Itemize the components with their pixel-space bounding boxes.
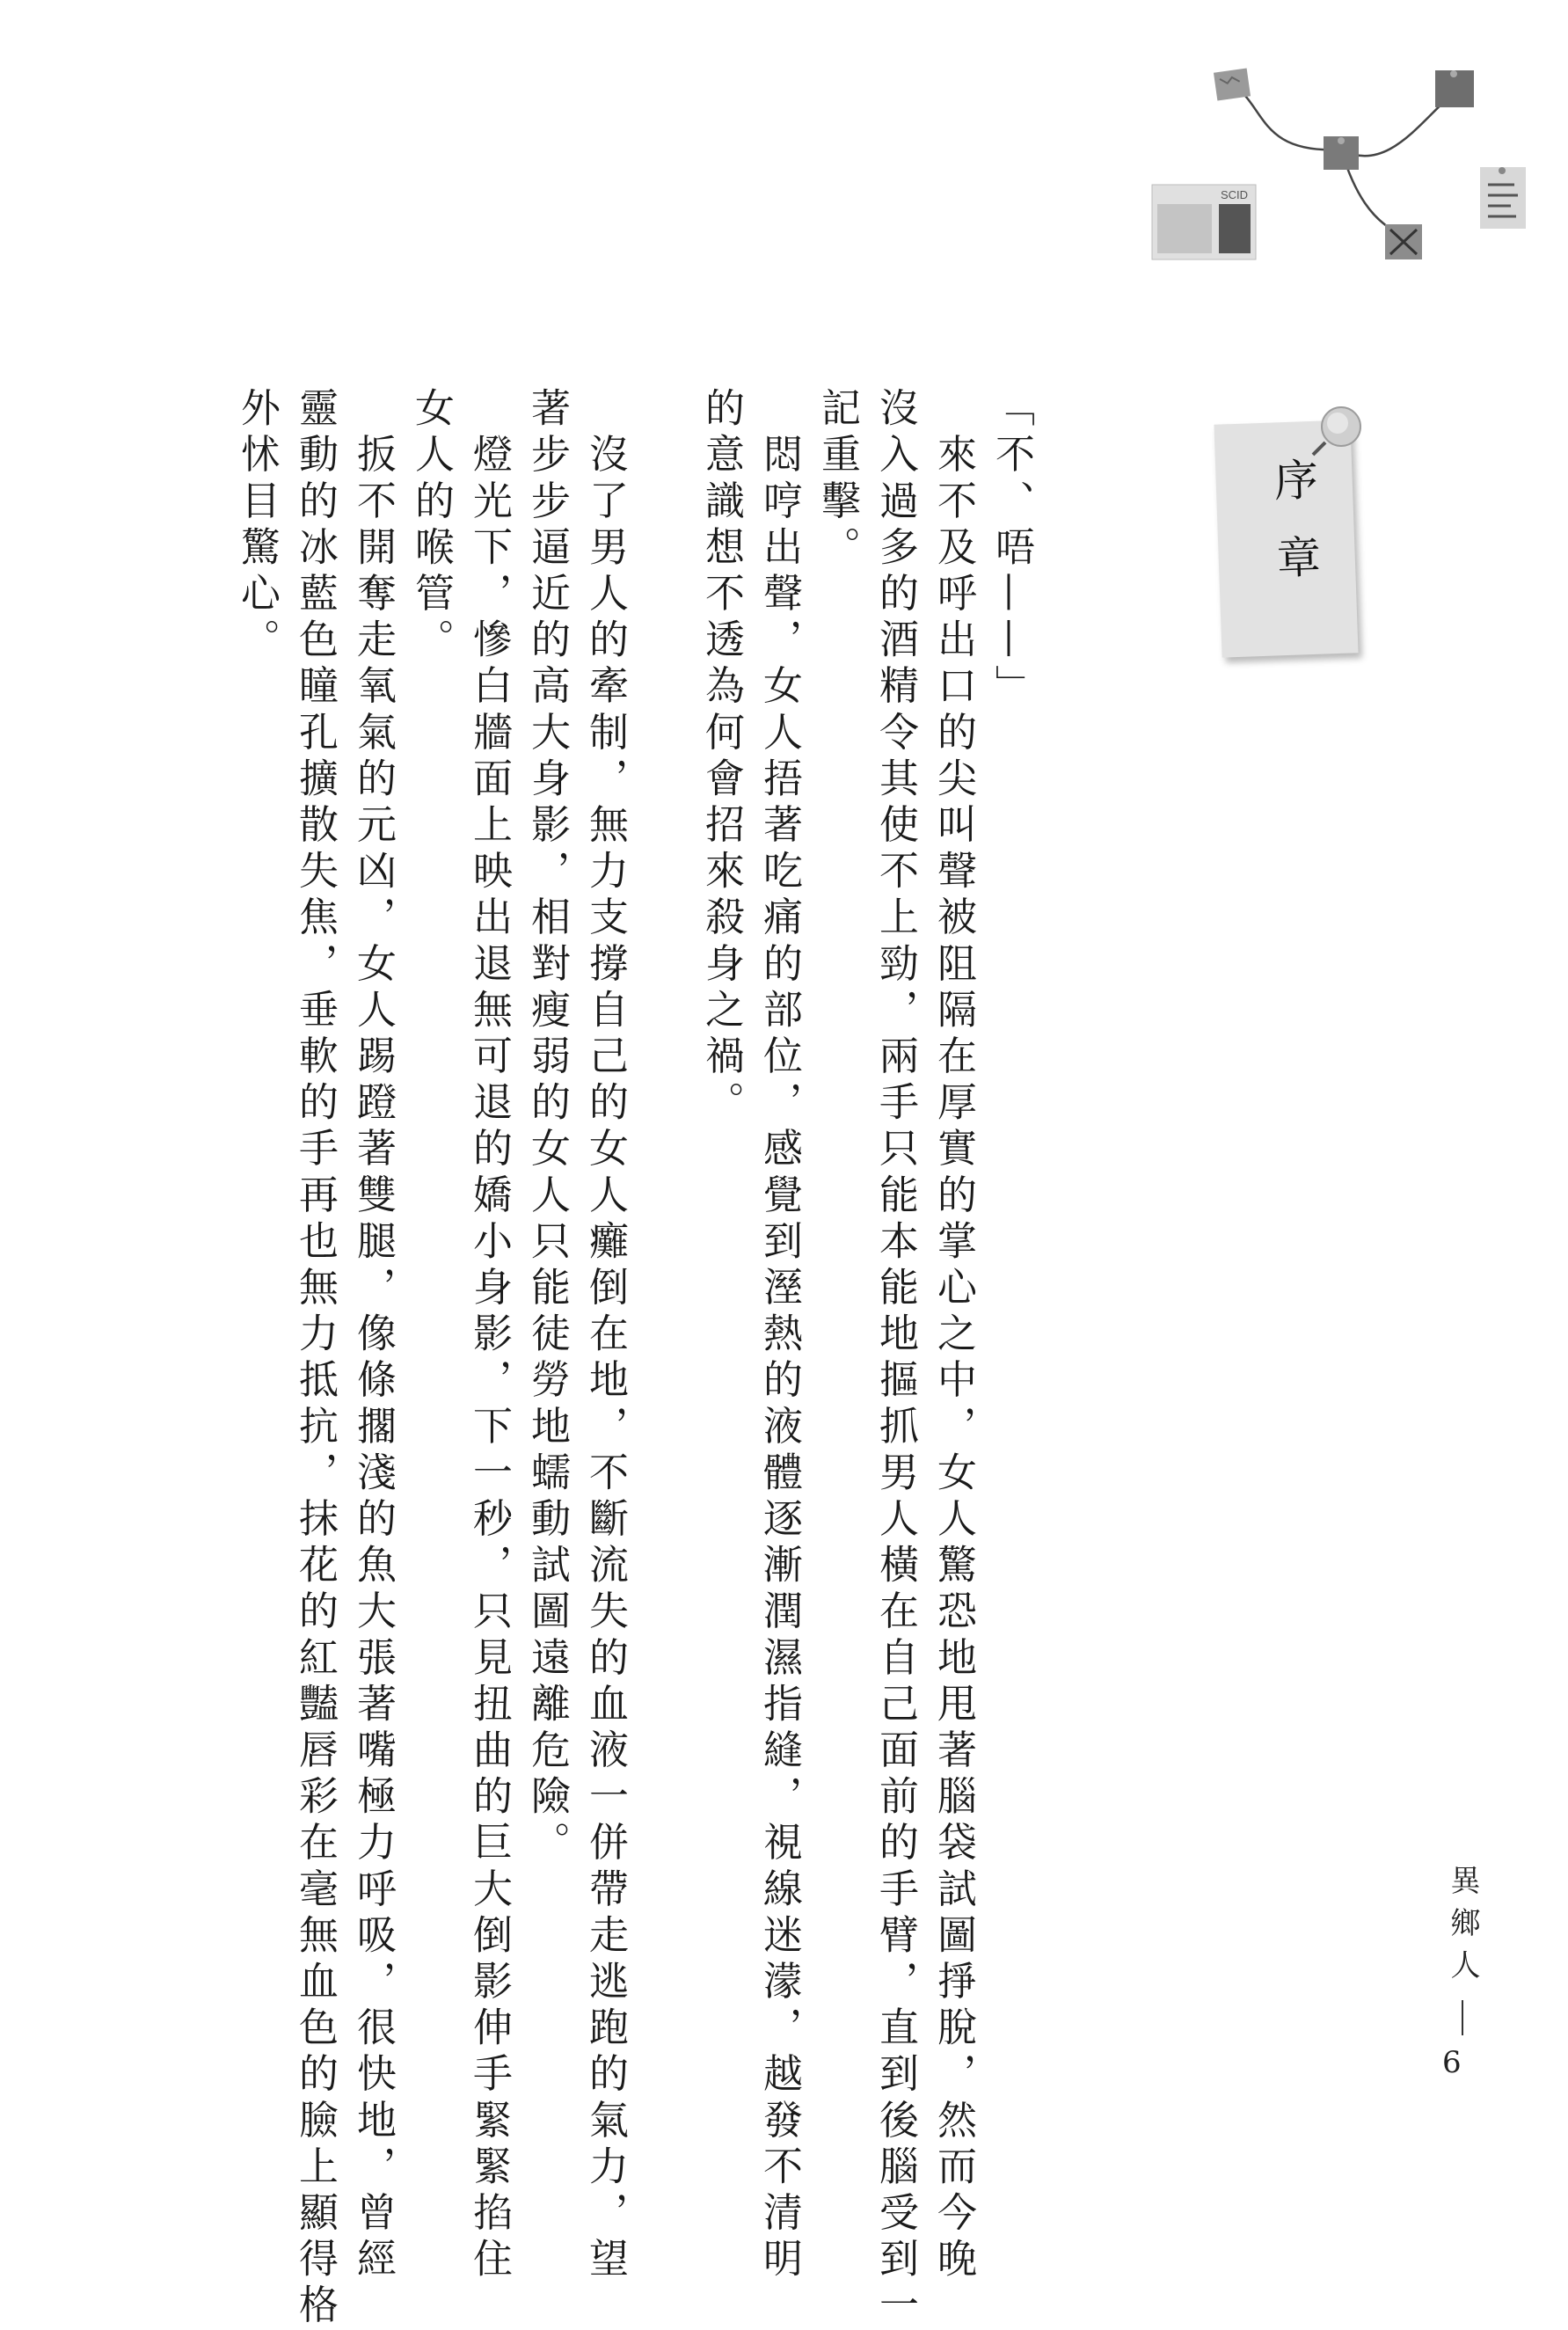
paragraph: 外怵目驚心。 [234,387,281,665]
notes-icon [1480,167,1526,229]
paragraph: 著步步逼近的高大身影，相對瘦弱的女人只能徒勞地蠕動試圖遠離危險。 [524,387,571,1868]
square-pin-icon [1324,70,1474,170]
document-icon [1152,185,1256,259]
x-mark-icon [1385,224,1422,259]
paragraph: 女人的喉管。 [408,387,455,665]
page-number: 6 [1442,2045,1462,2080]
paragraph: 悶哼出聲，女人捂著吃痛的部位，感覺到溼熱的液體逐漸潤濕指縫，視線迷濛，越發不清明 [756,387,803,2284]
book-title: 異鄉人 [1445,1865,1480,1991]
paragraph: 來不及呼出口的尖叫聲被阻隔在厚實的掌心之中，女人驚恐地甩著腦袋試圖掙脫，然而今晚 [930,387,977,2284]
folio-dash [1462,2000,1463,2035]
chapter-title: 序章 [1265,456,1324,613]
paragraph: 燈光下，慘白牆面上映出退無可退的嬌小身影，下一秒，只見扭曲的巨大倒影伸手緊緊掐住 [466,387,513,2284]
paragraph: 「不、唔——」 [988,387,1035,712]
paragraph: 沒了男人的牽制，無力支撐自己的女人癱倒在地，不斷流失的血液一併帶走逃跑的氣力，望 [582,387,629,2284]
running-title [1432,1865,1484,2044]
pushpin-icon [1306,400,1367,462]
paragraph: 記重擊。 [814,387,861,573]
paragraph: 扳不開奪走氧氣的元凶，女人踢蹬著雙腿，像條擱淺的魚大張著嘴極力呼吸，很快地，曾經 [350,387,397,2284]
card-icon [1214,69,1251,101]
corner-label: SCID [1221,188,1249,201]
body-text [228,387,1040,2330]
paragraph: 沒入過多的酒精令其使不上勁，兩手只能本能地摳抓男人橫在自己面前的手臂，直到後腦受到一 [872,387,919,2330]
corner-collage-illustration [1134,53,1539,290]
paragraph: 的意識想不透為何會招來殺身之禍。 [698,387,745,1128]
paragraph-spacer [634,387,692,2058]
paragraph: 靈動的冰藍色瞳孔擴散失焦，垂軟的手再也無力抵抗，抹花的紅豔唇彩在毫無血色的臉上顯得格 [292,387,339,2330]
